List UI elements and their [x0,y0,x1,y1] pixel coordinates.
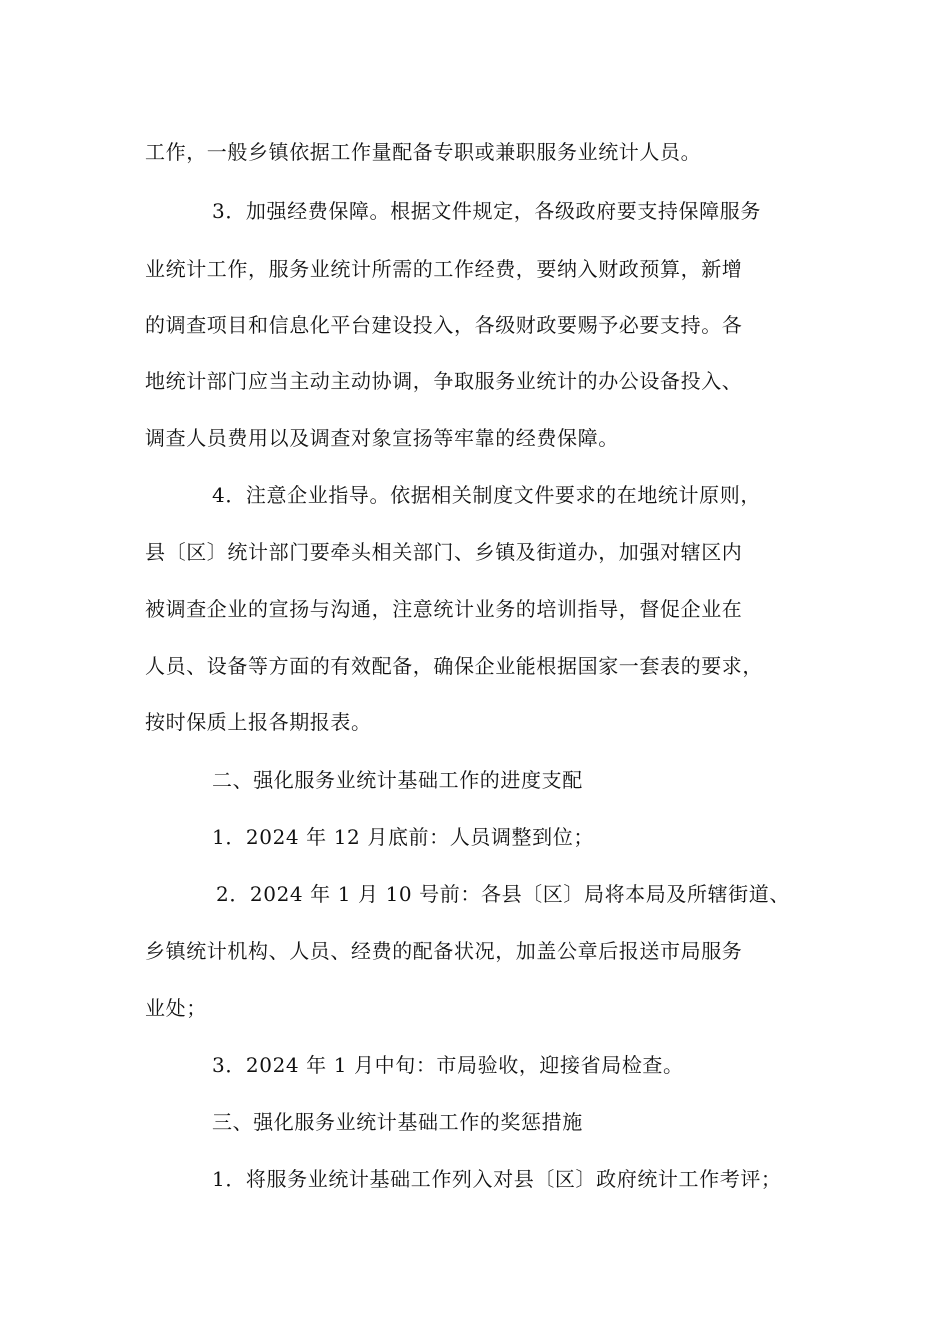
text-line: 1．2024 年 12 月底前：人员调整到位； [212,825,594,849]
text-line: 业统计工作，服务业统计所需的工作经费，要纳入财政预算，新增 [145,257,743,281]
text-line: 2．2024 年 1 月 10 号前：各县〔区〕局将本局及所辖街道、 [216,882,790,906]
text-line: 地统计部门应当主动主动协调，争取服务业统计的办公设备投入、 [145,369,743,393]
text-line: 业处； [145,996,207,1020]
section-heading: 二、强化服务业统计基础工作的进度支配 [212,768,583,792]
text-line: 的调查项目和信息化平台建设投入，各级财政要赐予必要支持。各 [145,313,743,337]
text-line: 工作，一般乡镇依据工作量配备专职或兼职服务业统计人员。 [145,140,702,164]
text-line: 1．将服务业统计基础工作列入对县〔区〕政府统计工作考评； [212,1167,782,1191]
text-line: 人员、设备等方面的有效配备，确保企业能根据国家一套表的要求， [145,654,763,678]
text-line: 县〔区〕统计部门要牵头相关部门、乡镇及街道办，加强对辖区内 [145,540,743,564]
text-line: 乡镇统计机构、人员、经费的配备状况，加盖公章后报送市局服务 [145,939,743,963]
text-line: 被调查企业的宣扬与沟通，注意统计业务的培训指导，督促企业在 [145,597,743,621]
text-line: 3．2024 年 1 月中旬：市局验收，迎接省局检查。 [212,1053,684,1077]
text-line: 3．加强经费保障。根据文件规定，各级政府要支持保障服务 [212,199,761,223]
section-heading: 三、强化服务业统计基础工作的奖惩措施 [212,1110,583,1134]
text-line: 4．注意企业指导。依据相关制度文件要求的在地统计原则， [212,483,761,507]
text-line: 调查人员费用以及调查对象宣扬等牢靠的经费保障。 [145,426,619,450]
text-line: 按时保质上报各期报表。 [145,710,372,734]
